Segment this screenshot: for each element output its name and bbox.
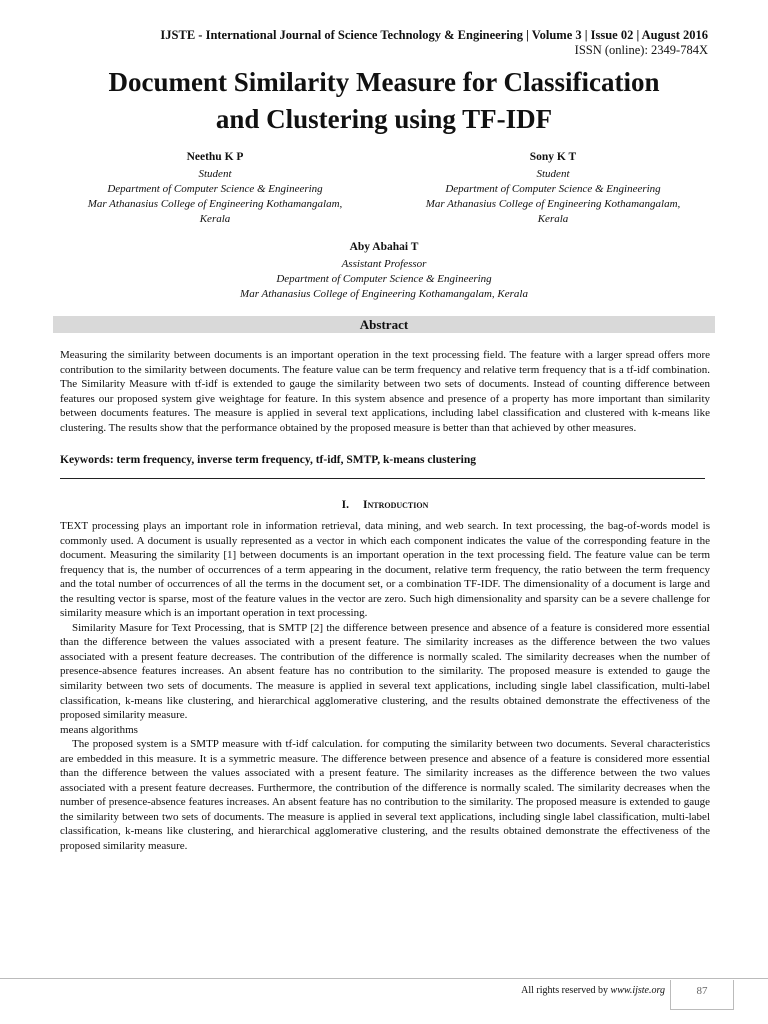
section-number: I.: [341, 499, 349, 511]
section-divider: [60, 478, 705, 479]
running-header: [160, 28, 708, 58]
author-role: Student: [536, 168, 570, 180]
paragraph: Similarity Masure for Text Processing, that is SMTP [2] the difference between presence and absence of a feature is considered more essential than the difference between the values associated with a present feature. The similarity increases as the difference between the two values associated with a present feature decreases. The contribution of the difference is normally scaled. The similarity decreases when the number of presence-absence features increases. An absent feature has no contribution to the similarity. The proposed measure is extended to gauge the similarity between two sets of documents. The measure is applied in several text applications, including single label classification, multi-label classification, k-means like clustering, and hierarchical agglomerative clustering, and the results obtained demonstrate the effectiveness of the proposed similarity measure.: [60, 621, 710, 722]
footer-rights: [470, 984, 665, 998]
author-name: Neethu K P: [186, 151, 244, 163]
author-block-1: [60, 150, 370, 227]
author-role: Assistant Professor: [341, 258, 427, 270]
author-block-3: [160, 240, 608, 302]
issn-line: ISSN (online): 2349-784X: [574, 43, 708, 57]
author-name: Sony K T: [529, 151, 577, 163]
section-heading-introduction: [60, 498, 710, 513]
rights-text: All rights reserved by: [521, 985, 611, 996]
author-college: Mar Athanasius College of Engineering Kothamangalam, Kerala: [240, 288, 528, 300]
author-department: Department of Computer Science & Engineering: [276, 273, 492, 285]
paragraph: The proposed system is a SMTP measure with tf-idf calculation. for computing the similarity between two documents. Several characteristics are embedded in this measure. It is a symmetric measure. The difference between presence and absence of a feature is considered more essential than the difference between the values associated with a present feature. The similarity increases as the difference between the two values associated with a present feature decreases. Furthermore, the contribution of the difference is normally scaled. The similarity decreases when the number of presence-absence features increases. An absent feature has no contribution to the similarity. The proposed measure is extended to gauge the similarity between two sets of documents. The measure is applied in several text applications, including single label classification, multi-label classification, k-means like clustering, and hierarchical agglomerative clustering, and the results obtained demonstrate the effectiveness of the proposed similarity measure.: [60, 738, 710, 853]
author-college-state: Kerala: [537, 213, 569, 225]
paper-title: [40, 64, 728, 138]
footer-divider: [0, 978, 768, 979]
page-number: 87: [670, 980, 734, 1010]
keywords-line: Keywords: term frequency, inverse term frequency, tf-idf, SMTP, k-means clustering: [60, 454, 476, 466]
author-college: Mar Athanasius College of Engineering Kothamangalam,: [87, 198, 343, 210]
author-role: Student: [198, 168, 232, 180]
author-block-2: [398, 150, 708, 227]
introduction-body: [60, 519, 710, 854]
title-line-2: and Clustering using TF-IDF: [215, 104, 553, 134]
author-department: Department of Computer Science & Engineering: [107, 183, 323, 195]
author-college: Mar Athanasius College of Engineering Kothamangalam,: [425, 198, 681, 210]
paragraph: means algorithms: [60, 723, 138, 736]
author-name: Aby Abahai T: [349, 241, 419, 253]
abstract-heading: Abstract: [53, 316, 715, 333]
journal-site-link[interactable]: www.ijste.org: [610, 985, 665, 996]
journal-line: IJSTE - International Journal of Science Technology & Engineering | Volume 3 | Issue 02 | August 2016: [160, 28, 708, 42]
author-department: Department of Computer Science & Engineering: [445, 183, 661, 195]
section-title: Introduction: [362, 499, 429, 511]
title-line-1: Document Similarity Measure for Classification: [108, 67, 660, 97]
paragraph: TEXT processing plays an important role in information retrieval, data mining, and web search. In text processing, the bag-of-words model is commonly used. A document is usually represented as a vector in which each component indicates the value of the corresponding feature in the document. Measuring the similarity [1] between documents is an important operation in the text processing field. The feature value can be term frequency that is, the number of occurrences of a term appearing in the document, relative term frequency, the ratio between the term frequency and the total number of occurrences of all the terms in the document set, or a combination TF-IDF. The dimensionality of a document is large and the resulting vector is sparse, most of the feature values in the vector are zero. Such high dimensionality and sparsity can be a severe challenge for similarity measure which is an important operation in text processing.: [60, 520, 710, 620]
author-college-state: Kerala: [199, 213, 231, 225]
abstract-body: Measuring the similarity between documents is an important operation in the text processing field. The feature with a larger spread offers more contribution to the similarity between documents. The feature value can be term frequency and relative term frequency that is a tf-idf combination. The Similarity Measure with tf-idf is extended to gauge the similarity between two sets of documents. Instead of counting difference between features our proposed system give weightage for feature. In this system absence and presence of a property has more important than similarity between documents features. The measure is applied in several text applications, including label classification and clustered with k-means like clustering. The results show that the performance obtained by the proposed measure is better than that achieved by other measures.: [60, 349, 710, 434]
